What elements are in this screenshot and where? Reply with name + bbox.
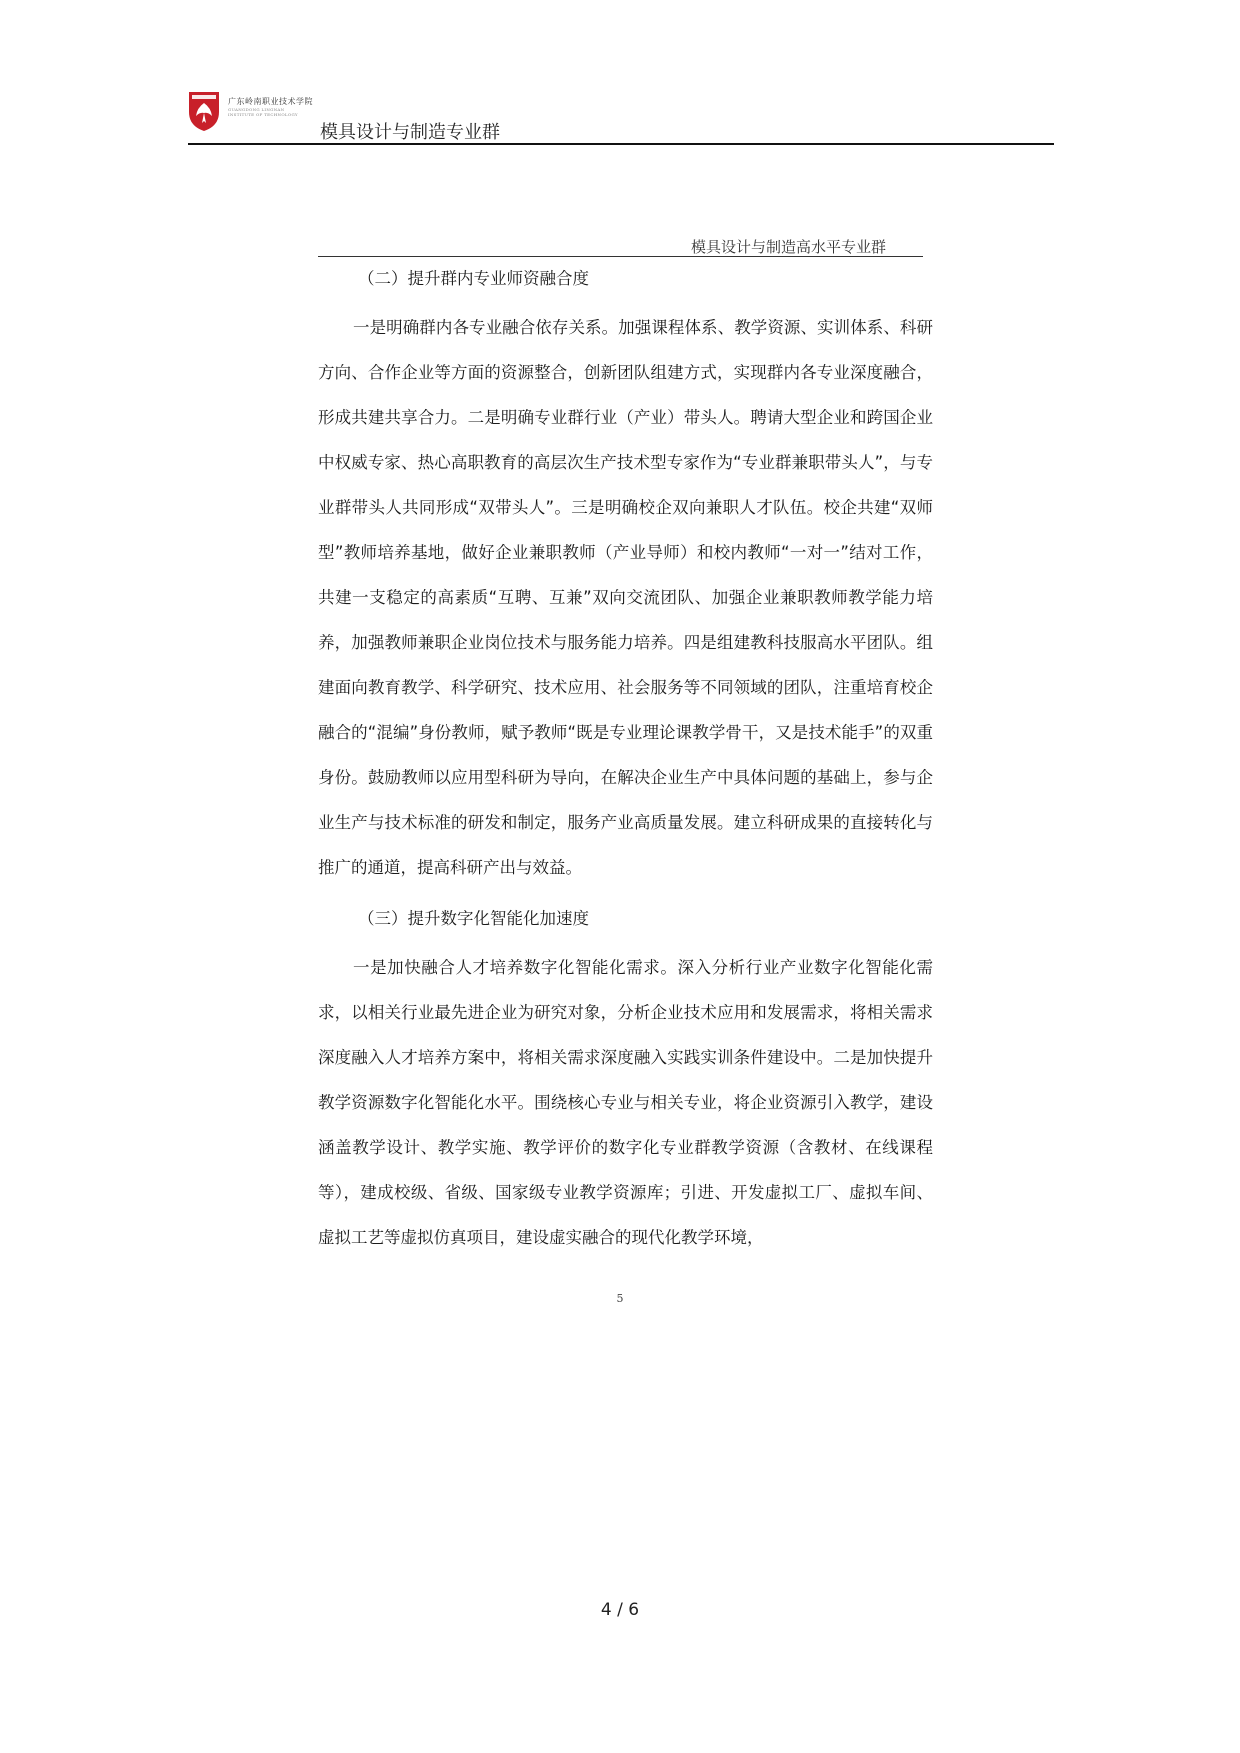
- section-heading: （二）提升群内专业师资融合度: [358, 269, 589, 288]
- section-paragraph: 一是明确群内各专业融合依存关系。加强课程体系、教学资源、实训体系、科研方向、合作企业等方面的资源整合，创新团队组建方式，实现群内各专业深度融合，形成共建共享合力。二是明确专业群行业（产业）带头人。聘请大型企业和跨国企业中权威专家、热心高职教育的高层次生产技术型专家作为“专业群兼职带头人”，与专业群带头人共同形成“双带头人”。三是明确校企双向兼职人才队伍。校企共建“双师型”教师培养基地，做好企业兼职教师（产业导师）和校内教师“一对一”结对工作，共建一支稳定的高素质“互聘、互兼”双向交流团队、加强企业兼职教师教学能力培养，加强教师兼职企业岗位技术与服务能力培养。四是组建教科技服高水平团队。组建面向教育教学、科学研究、技术应用、社会服务等不同领域的团队，注重培育校企融合的“混编”身份教师，赋予教师“既是专业理论课教学骨干，又是技术能手”的双重身份。鼓励教师以应用型科研为导向，在解决企业生产中具体问题的基础上，参与企业生产与技术标准的研发和制定，服务产业高质量发展。建立科研成果的直接转化与推广的通道，提高科研产出与效益。: [318, 318, 933, 877]
- document-header: [188, 88, 1054, 144]
- shield-logo-icon: [188, 90, 220, 132]
- inner-header-title: 模具设计与制造高水平专业群: [690, 238, 886, 256]
- page-counter: 4 / 6: [600, 1600, 640, 1620]
- school-logo: [188, 90, 323, 134]
- header-title: 模具设计与制造专业群: [320, 122, 500, 143]
- section-heading: （三）提升数字化智能化加速度: [358, 909, 589, 928]
- inner-page-number: 5: [616, 1292, 624, 1305]
- school-name-cn: 广东岭南职业技术学院: [228, 97, 313, 106]
- section-paragraph: 一是加快融合人才培养数字化智能化需求。深入分析行业产业数字化智能化需求，以相关行业最先进企业为研究对象，分析企业技术应用和发展需求，将相关需求深度融入人才培养方案中，将相关需求深度融入实践实训条件建设中。二是加快提升教学资源数字化智能化水平。围绕核心专业与相关专业，将企业资源引入教学，建设涵盖教学设计、教学实施、教学评价的数字化专业群教学资源（含教材、在线课程等），建成校级、省级、国家级专业教学资源库；引进、开发虚拟工厂、虚拟车间、虚拟工艺等虚拟仿真项目，建设虚实融合的现代化教学环境，: [318, 958, 933, 1247]
- school-name-en: GUANGDONG LINGNAN INSTITUTE OF TECHNOLOGY: [228, 107, 298, 117]
- document-body: [318, 256, 933, 1260]
- header-divider: [188, 143, 1054, 145]
